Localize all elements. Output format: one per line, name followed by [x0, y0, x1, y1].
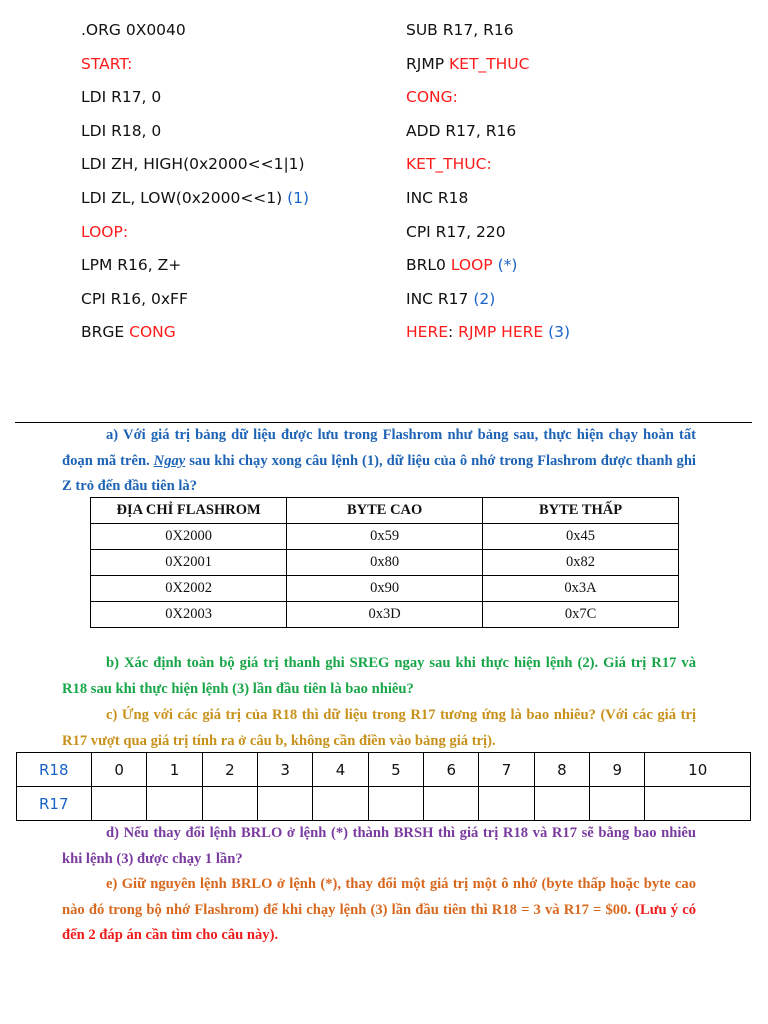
- code-line: [81, 152, 309, 186]
- cell-byte-low: 0x45: [483, 524, 679, 550]
- code-line: [81, 52, 309, 86]
- r18-value-cell: 8: [534, 753, 589, 787]
- r17-value-cell: [534, 787, 589, 821]
- code-label: LOOP: [450, 256, 498, 275]
- code-column-left: [81, 18, 309, 354]
- register-row-r18: [17, 753, 751, 787]
- question-d-text: d) Nếu thay đổi lệnh BRLO ở lệnh (*) thành BRSH thì giá trị R18 và R17 sẽ bằng bao nhiêu khi lệnh (3) được chạy 1 lần?: [62, 825, 696, 867]
- cell-byte-low: 0x7C: [483, 602, 679, 628]
- r17-value-cell: [424, 787, 479, 821]
- cell-byte-low: 0x3A: [483, 576, 679, 602]
- header-byte-low: BYTE THẤP: [483, 498, 679, 524]
- code-text: CPI R17, 220: [406, 222, 506, 241]
- question-a-emphasis: Ngay: [153, 452, 186, 469]
- flashrom-table-header: [91, 498, 679, 524]
- cell-address: 0X2001: [91, 550, 287, 576]
- code-text: :: [448, 323, 459, 342]
- code-text: INC R18: [406, 188, 469, 207]
- code-label: CONG: [129, 323, 176, 342]
- question-e-main: e) Giữ nguyên lệnh BRLO ở lệnh (*), thay đổi một giá trị một ô nhớ (byte thấp hoặc byte cao nào đó trong bộ nhớ Flashrom) để khi chạy lệnh (3) lần đầu tiên thì R18 = 3 và R17 = $00.: [62, 876, 696, 918]
- r17-value-cell: [92, 787, 147, 821]
- code-text: LDI R17, 0: [81, 88, 162, 107]
- cell-byte-high: 0x59: [287, 524, 483, 550]
- question-e-note: (Lưu ý có đến 2 đáp án cần tìm cho câu này).: [62, 901, 697, 943]
- r17-value-cell: [258, 787, 313, 821]
- code-line: [406, 18, 570, 52]
- code-line: [406, 253, 570, 287]
- header-byte-high: BYTE CAO: [287, 498, 483, 524]
- table-row: [91, 524, 679, 550]
- code-text: ADD R17, R16: [406, 121, 517, 140]
- question-e: [62, 872, 696, 949]
- r18-value-cell: 9: [590, 753, 645, 787]
- code-label: CONG:: [406, 88, 458, 107]
- code-label: START:: [81, 54, 133, 73]
- code-line: [81, 18, 309, 52]
- code-text: BRGE: [81, 323, 130, 342]
- question-b: [62, 651, 696, 702]
- cell-byte-high: 0x3D: [287, 602, 483, 628]
- table-row: [91, 602, 679, 628]
- cell-address: 0X2002: [91, 576, 287, 602]
- cell-address: 0X2000: [91, 524, 287, 550]
- cell-byte-high: 0x80: [287, 550, 483, 576]
- r18-value-cell: 1: [147, 753, 202, 787]
- question-b-text: b) Xác định toàn bộ giá trị thanh ghi SREG ngay sau khi thực hiện lệnh (2). Giá trị R17 và R18 sau khi thực hiện lệnh (3) lần đầu tiên là bao nhiêu?: [62, 655, 696, 697]
- code-text: LDI R18, 0: [81, 121, 162, 140]
- r17-value-cell: [479, 787, 534, 821]
- code-line: [81, 85, 309, 119]
- code-marker: (3): [548, 323, 571, 342]
- code-text: LDI ZL, LOW(0x2000<<1): [81, 188, 288, 207]
- register-row-r17: [17, 787, 751, 821]
- r18-value-cell: 6: [424, 753, 479, 787]
- code-line: [81, 320, 309, 354]
- code-line: [81, 287, 309, 321]
- code-marker: (*): [497, 256, 518, 275]
- code-marker: (2): [473, 289, 496, 308]
- question-d: [62, 821, 696, 872]
- r17-value-cell: [590, 787, 645, 821]
- code-text: SUB R17, R16: [406, 21, 514, 39]
- cell-byte-high: 0x90: [287, 576, 483, 602]
- r18-value-cell: 7: [479, 753, 534, 787]
- question-a-pre: a) Với giá trị bảng dữ liệu được lưu trong Flashrom như bảng sau, thực hiện chạy hoàn tất đoạn mã trên.: [62, 427, 696, 469]
- code-text: RJMP: [406, 54, 449, 73]
- r18-value-cell: 2: [202, 753, 257, 787]
- r17-value-cell: [368, 787, 423, 821]
- code-marker: (1): [287, 188, 310, 207]
- code-line: [81, 119, 309, 153]
- header-address: ĐỊA CHỈ FLASHROM: [91, 498, 287, 524]
- code-label: KET_THUC:: [406, 155, 492, 174]
- code-text: BRL0: [406, 256, 451, 275]
- flashrom-table: [90, 497, 679, 628]
- code-line: [81, 220, 309, 254]
- question-c-text: c) Ứng với các giá trị của R18 thì dữ liệu trong R17 tương ứng là bao nhiêu? (Với các giá trị R17 vượt qua giá trị tính ra ở câu b, không cần điền vào bảng giá trị).: [62, 707, 696, 749]
- question-c: [62, 703, 696, 754]
- code-text: INC R17: [406, 289, 474, 308]
- r18-value-cell: 4: [313, 753, 368, 787]
- code-text: CPI R16, 0xFF: [81, 289, 188, 308]
- question-a: [62, 423, 696, 500]
- r17-value-cell: [147, 787, 202, 821]
- register-table: [16, 752, 751, 821]
- r17-value-cell: [645, 787, 751, 821]
- code-label: KET_THUC: [449, 54, 530, 73]
- r18-value-cell: 0: [92, 753, 147, 787]
- table-row: [91, 550, 679, 576]
- r17-value-cell: [202, 787, 257, 821]
- r18-value-cell: 10: [645, 753, 751, 787]
- question-a-post: sau khi chạy xong câu lệnh (1), dữ liệu của ô nhớ trong Flashrom được thanh ghi Z trỏ đến đầu tiên là?: [62, 452, 696, 494]
- code-line: [406, 220, 570, 254]
- code-line: [406, 52, 570, 86]
- code-column-right: [406, 18, 570, 354]
- code-line: [406, 119, 570, 153]
- table-row: [91, 576, 679, 602]
- code-line: [406, 85, 570, 119]
- code-line: [406, 186, 570, 220]
- label-r18: R18: [17, 753, 92, 787]
- cell-address: 0X2003: [91, 602, 287, 628]
- code-line: [406, 320, 570, 354]
- label-r17: R17: [17, 787, 92, 821]
- code-text: LPM R16, Z+: [81, 256, 182, 275]
- code-line: [406, 287, 570, 321]
- r17-value-cell: [313, 787, 368, 821]
- code-line: [81, 253, 309, 287]
- code-label: HERE: [406, 323, 449, 342]
- code-line: [81, 186, 309, 220]
- code-text: .ORG 0X0040: [81, 21, 186, 39]
- code-label: LOOP:: [81, 222, 129, 241]
- cell-byte-low: 0x82: [483, 550, 679, 576]
- code-text: LDI ZH, HIGH(0x2000<<1|1): [81, 155, 305, 174]
- r18-value-cell: 5: [368, 753, 423, 787]
- code-line: [406, 152, 570, 186]
- code-label: RJMP HERE: [458, 323, 549, 342]
- r18-value-cell: 3: [258, 753, 313, 787]
